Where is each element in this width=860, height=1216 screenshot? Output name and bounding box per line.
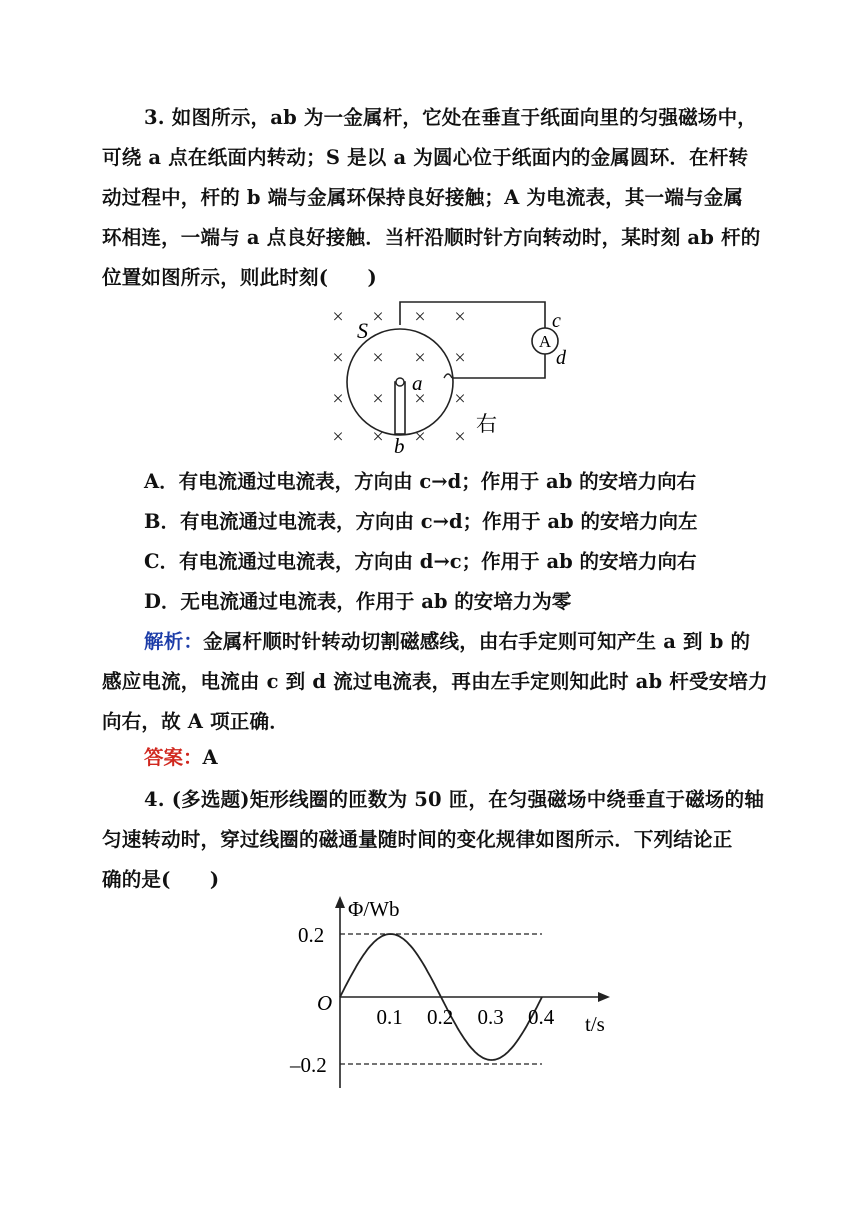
field-cross-5: × xyxy=(332,347,344,369)
q4-line-1: 4. (多选题)矩形线圈的匝数为 50 匝，在匀强磁场中绕垂直于磁场的轴 xyxy=(144,788,765,811)
pivot-a xyxy=(396,378,404,386)
x-axis-arrow xyxy=(598,992,610,1002)
q3-answer xyxy=(144,742,218,770)
q4-stem xyxy=(102,780,765,900)
field-cross-7: × xyxy=(414,347,426,369)
answer-value: A xyxy=(202,746,218,769)
wire-bridge xyxy=(444,374,452,378)
label-a: a xyxy=(412,371,423,395)
field-cross-1: × xyxy=(332,306,344,328)
q4-line-3: 确的是( ) xyxy=(102,868,220,891)
analysis-label: 解析： xyxy=(144,630,204,653)
field-cross-8: × xyxy=(454,347,466,369)
x-tick-2: 0.2 xyxy=(427,1005,454,1029)
y-tick-min: –0.2 xyxy=(290,1053,327,1077)
x-tick-labels xyxy=(377,1005,555,1029)
analysis-line-3: 向右，故 A 项正确． xyxy=(102,710,289,733)
field-cross-16: × xyxy=(454,426,466,448)
field-cross-15: × xyxy=(414,426,426,448)
answer-label: 答案： xyxy=(144,746,203,769)
ammeter-label: A xyxy=(538,332,552,351)
y-axis-arrow xyxy=(335,896,345,908)
field-cross-13: × xyxy=(332,426,344,448)
field-cross-9: × xyxy=(332,388,344,410)
chart-ylabel: Φ/Wb xyxy=(348,897,400,921)
q3-circuit-figure xyxy=(320,298,580,458)
q3-line-1: 3. 如图所示，ab 为一金属杆，它处在垂直于纸面向里的匀强磁场中， xyxy=(144,106,758,129)
label-b: b xyxy=(394,434,405,458)
chart-xlabel: t/s xyxy=(585,1012,605,1036)
label-d: d xyxy=(556,347,566,369)
q3-stem xyxy=(102,98,760,298)
analysis-line-2: 感应电流，电流由 c 到 d 流过电流表，再由左手定则知此时 ab 杆受安培力 xyxy=(102,670,768,693)
analysis-line-1: 金属杆顺时针转动切割磁感线，由右手定则可知产生 a 到 b 的 xyxy=(203,630,751,653)
option-b: B．有电流通过电流表，方向由 c→d；作用于 ab 的安培力向左 xyxy=(144,510,698,533)
field-cross-3: × xyxy=(414,306,426,328)
field-cross-14: × xyxy=(372,426,384,448)
field-cross-2: × xyxy=(372,306,384,328)
field-cross-11: × xyxy=(414,388,426,410)
field-cross-12: × xyxy=(454,388,466,410)
origin-label: O xyxy=(317,991,333,1015)
field-cross-4: × xyxy=(454,306,466,328)
field-cross-6: × xyxy=(372,347,384,369)
label-right: 右 xyxy=(476,412,497,436)
q3-line-3: 动过程中，杆的 b 端与金属环保持良好接触；A 为电流表，其一端与金属 xyxy=(102,186,744,209)
q3-line-2: 可绕 a 点在纸面内转动；S 是以 a 为圆心位于纸面内的金属圆环．在杆转 xyxy=(102,146,749,169)
field-cross-10: × xyxy=(372,388,384,410)
metal-rod-ab xyxy=(395,382,405,434)
x-tick-3: 0.3 xyxy=(477,1005,504,1029)
q3-line-4: 环相连，一端与 a 点良好接触．当杆沿顺时针方向转动时，某时刻 ab 杆的 xyxy=(102,226,761,249)
label-c: c xyxy=(552,310,561,332)
x-tick-4: 0.4 xyxy=(528,1005,555,1029)
option-d: D．无电流通过电流表，作用于 ab 的安培力为零 xyxy=(144,590,572,613)
q4-flux-chart xyxy=(280,890,630,1095)
option-c: C．有电流通过电流表，方向由 d→c；作用于 ab 的安培力向右 xyxy=(144,550,697,573)
q3-analysis xyxy=(102,622,768,742)
x-tick-1: 0.1 xyxy=(376,1005,403,1029)
label-S: S xyxy=(357,318,368,343)
q4-line-2: 匀速转动时，穿过线圈的磁通量随时间的变化规律如图所示．下列结论正 xyxy=(102,828,733,851)
q3-line-5: 位置如图所示，则此时刻( ) xyxy=(102,266,377,289)
wire-bottom xyxy=(452,354,545,378)
y-tick-max: 0.2 xyxy=(298,923,325,947)
option-a: A．有电流通过电流表，方向由 c→d；作用于 ab 的安培力向右 xyxy=(144,470,697,493)
